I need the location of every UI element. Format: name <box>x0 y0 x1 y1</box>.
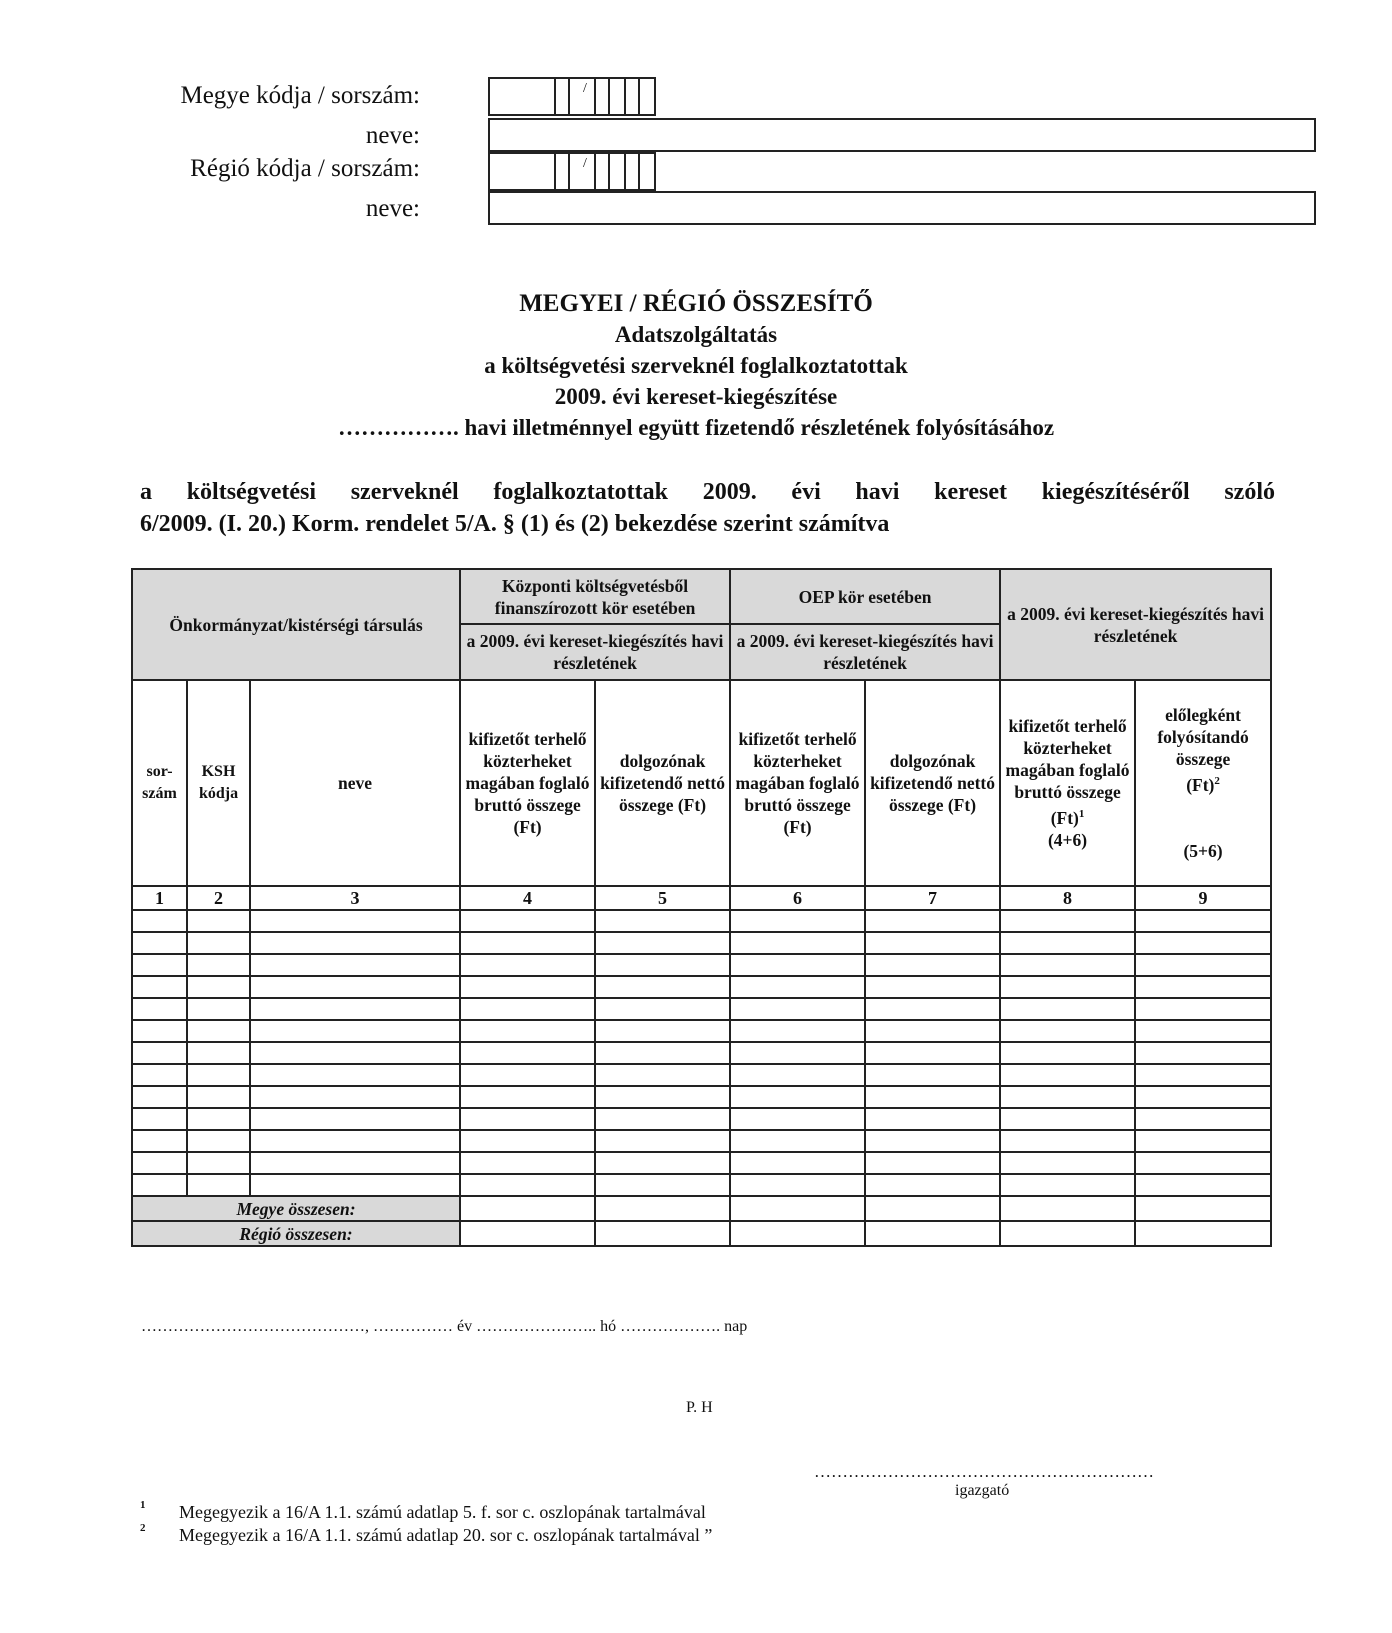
table-cell[interactable] <box>250 1174 460 1196</box>
table-cell[interactable] <box>132 1130 187 1152</box>
group-header-kozponti: Központi költségvetésből finanszírozott kör esetében <box>460 569 730 624</box>
table-cell[interactable] <box>1135 998 1271 1020</box>
table-row <box>132 1130 1271 1152</box>
table-cell[interactable] <box>595 976 730 998</box>
col-8-footnote-ref: 1 <box>1078 808 1085 821</box>
col-9-unit: (Ft) <box>1186 774 1215 795</box>
table-cell[interactable] <box>460 976 595 998</box>
table-cell[interactable] <box>132 932 187 954</box>
total-cell[interactable] <box>1135 1196 1271 1221</box>
table-cell[interactable] <box>132 954 187 976</box>
table-cell[interactable] <box>865 1086 1000 1108</box>
table-cell[interactable] <box>730 1086 865 1108</box>
table-cell[interactable] <box>865 910 1000 932</box>
table-cell[interactable] <box>1135 1108 1271 1130</box>
table-cell[interactable] <box>1000 954 1135 976</box>
table-cell[interactable] <box>865 932 1000 954</box>
total-row-regio <box>132 1221 1271 1246</box>
table-cell[interactable] <box>730 1042 865 1064</box>
table-cell[interactable] <box>595 998 730 1020</box>
table-cell[interactable] <box>865 1174 1000 1196</box>
total-cell[interactable] <box>865 1196 1000 1221</box>
table-cell[interactable] <box>1135 954 1271 976</box>
col-header-7: dolgozónak kifizetendő nettó összege (Ft) <box>865 680 1000 886</box>
footnote-2-text: Megegyezik a 16/A 1.1. számú adatlap 20. sor c. oszlopának tartalmával ” <box>179 1525 713 1545</box>
table-cell[interactable] <box>460 1042 595 1064</box>
total-cell[interactable] <box>595 1196 730 1221</box>
table-cell[interactable] <box>595 954 730 976</box>
col-header-6: kifizetőt terhelő közterheket magában foglaló bruttó összege (Ft) <box>730 680 865 886</box>
legal-reference-line1: a költségvetési szerveknél foglalkoztatottak 2009. évi havi kereset kiegészítéséről szóló <box>140 479 1275 505</box>
table-cell[interactable] <box>132 1086 187 1108</box>
total-label: Megye összesen: <box>132 1196 460 1221</box>
table-cell[interactable] <box>1000 1064 1135 1086</box>
col-header-8 <box>1000 680 1135 886</box>
table-cell[interactable] <box>187 910 250 932</box>
table-cell[interactable] <box>132 1064 187 1086</box>
col-number: 3 <box>250 886 460 910</box>
table-cell[interactable] <box>865 1108 1000 1130</box>
table-cell[interactable] <box>187 1130 250 1152</box>
table-cell[interactable] <box>1000 1108 1135 1130</box>
total-cell[interactable] <box>460 1196 595 1221</box>
col-9-formula: (5+6) <box>1183 840 1223 861</box>
table-cell[interactable] <box>187 1064 250 1086</box>
title-line5: ……………. havi illetménnyel együtt fizetendő részletének folyósításához <box>337 415 1055 440</box>
col-number: 5 <box>595 886 730 910</box>
table-cell[interactable] <box>730 954 865 976</box>
table-cell[interactable] <box>250 1064 460 1086</box>
table-cell[interactable] <box>595 910 730 932</box>
total-cell[interactable] <box>1135 1221 1271 1246</box>
signature-line: …………………………………………………… <box>814 1462 1154 1481</box>
col-8-formula: (4+6) <box>1047 829 1088 850</box>
table-cell[interactable] <box>1135 1174 1271 1196</box>
table-cell[interactable] <box>250 1130 460 1152</box>
table-cell[interactable] <box>595 1020 730 1042</box>
col-8-text: kifizetőt terhelő közterheket magában foglaló bruttó összege <box>1005 716 1130 803</box>
table-cell[interactable] <box>460 1020 595 1042</box>
regio-code-field[interactable] <box>488 152 656 191</box>
table-row <box>132 976 1271 998</box>
table-cell[interactable] <box>460 998 595 1020</box>
table-cell[interactable] <box>865 1152 1000 1174</box>
total-label: Régió összesen: <box>132 1221 460 1246</box>
table-cell[interactable] <box>187 1020 250 1042</box>
subheader-oep: a 2009. évi kereset-kiegészítés havi részletének <box>730 624 1000 680</box>
total-cell[interactable] <box>460 1221 595 1246</box>
table-cell[interactable] <box>1000 1130 1135 1152</box>
table-cell[interactable] <box>730 1108 865 1130</box>
subheader-kozponti: a 2009. évi kereset-kiegészítés havi részletének <box>460 624 730 680</box>
table-cell[interactable] <box>460 1064 595 1086</box>
table-cell[interactable] <box>250 1108 460 1130</box>
table-cell[interactable] <box>730 1020 865 1042</box>
total-cell[interactable] <box>1000 1196 1135 1221</box>
table-cell[interactable] <box>1135 1064 1271 1086</box>
table-cell[interactable] <box>595 1086 730 1108</box>
table-cell[interactable] <box>1000 1086 1135 1108</box>
table-cell[interactable] <box>250 1042 460 1064</box>
table-row <box>132 910 1271 932</box>
table-cell[interactable] <box>595 1130 730 1152</box>
table-cell[interactable] <box>1135 1152 1271 1174</box>
stamp-placeholder: P. H <box>686 1399 713 1416</box>
table-cell[interactable] <box>250 932 460 954</box>
table-cell[interactable] <box>250 910 460 932</box>
table-cell[interactable] <box>132 1042 187 1064</box>
footnote-1-text: Megegyezik a 16/A 1.1. számú adatlap 5. f. sor c. oszlopának tartalmával <box>179 1502 706 1522</box>
table-cell[interactable] <box>1135 1042 1271 1064</box>
regio-name-label: neve: <box>365 195 420 222</box>
col-9-text: előlegként folyósítandó összege <box>1157 705 1249 770</box>
table-cell[interactable] <box>1000 1020 1135 1042</box>
group-header-oep: OEP kör esetében <box>730 569 1000 624</box>
table-cell[interactable] <box>1000 932 1135 954</box>
table-cell[interactable] <box>1000 1152 1135 1174</box>
total-cell[interactable] <box>730 1196 865 1221</box>
title-line3: a költségvetési szerveknél foglalkoztatottak <box>484 353 908 378</box>
col-header-5: dolgozónak kifizetendő nettó összege (Ft) <box>595 680 730 886</box>
table-cell[interactable] <box>250 998 460 1020</box>
summary-table <box>131 568 1272 1247</box>
table-cell[interactable] <box>1135 1086 1271 1108</box>
table-row <box>132 998 1271 1020</box>
table-cell[interactable] <box>187 1174 250 1196</box>
group-header-onkormanyzat: Önkormányzat/kistérségi társulás <box>132 569 460 680</box>
table-cell[interactable] <box>132 1108 187 1130</box>
col-number: 4 <box>460 886 595 910</box>
total-row-megye <box>132 1196 1271 1221</box>
table-cell[interactable] <box>132 1020 187 1042</box>
table-cell[interactable] <box>865 1042 1000 1064</box>
col-header-ksh: KSH kódja <box>187 680 250 886</box>
megye-code-label: Megye kódja / sorszám: <box>180 82 420 109</box>
title-subtitle: Adatszolgáltatás <box>614 322 778 347</box>
table-cell[interactable] <box>595 1042 730 1064</box>
table-cell[interactable] <box>1135 932 1271 954</box>
signature-label: igazgató <box>955 1482 1010 1499</box>
table-cell[interactable] <box>595 1174 730 1196</box>
table-cell[interactable] <box>460 932 595 954</box>
group-header-total: a 2009. évi kereset-kiegészítés havi részletének <box>1000 569 1271 680</box>
col-header-neve: neve <box>250 680 460 886</box>
table-cell[interactable] <box>595 1152 730 1174</box>
table-cell[interactable] <box>1000 998 1135 1020</box>
table-row <box>132 1020 1271 1042</box>
regio-name-field[interactable] <box>488 191 1316 225</box>
table-row <box>132 954 1271 976</box>
table-cell[interactable] <box>595 1108 730 1130</box>
table-cell[interactable] <box>1000 1174 1135 1196</box>
table-cell[interactable] <box>730 1064 865 1086</box>
code-separator: / <box>583 156 587 171</box>
col-number: 9 <box>1135 886 1271 910</box>
table-cell[interactable] <box>1000 910 1135 932</box>
col-header-4: kifizetőt terhelő közterheket magában foglaló bruttó összege (Ft) <box>460 680 595 886</box>
title-main: MEGYEI / RÉGIÓ ÖSSZESÍTŐ <box>519 290 873 317</box>
megye-code-field[interactable] <box>488 77 656 116</box>
table-cell[interactable] <box>250 954 460 976</box>
megye-name-field[interactable] <box>488 118 1316 152</box>
col-number: 8 <box>1000 886 1135 910</box>
table-cell[interactable] <box>250 1152 460 1174</box>
table-cell[interactable] <box>187 976 250 998</box>
col-number: 7 <box>865 886 1000 910</box>
table-row <box>132 1064 1271 1086</box>
regio-code-label: Régió kódja / sorszám: <box>190 155 420 182</box>
table-cell[interactable] <box>730 932 865 954</box>
table-row <box>132 1042 1271 1064</box>
table-row <box>132 1152 1271 1174</box>
table-row <box>132 932 1271 954</box>
col-number: 2 <box>187 886 250 910</box>
megye-name-label: neve: <box>365 122 420 149</box>
table-cell[interactable] <box>1000 1042 1135 1064</box>
col-header-9 <box>1135 680 1271 886</box>
table-cell[interactable] <box>460 1174 595 1196</box>
table-cell[interactable] <box>460 1152 595 1174</box>
table-cell[interactable] <box>1135 1130 1271 1152</box>
table-cell[interactable] <box>730 910 865 932</box>
table-cell[interactable] <box>132 998 187 1020</box>
table-cell[interactable] <box>460 954 595 976</box>
col-number: 1 <box>132 886 187 910</box>
table-cell[interactable] <box>187 932 250 954</box>
table-cell[interactable] <box>865 976 1000 998</box>
table-cell[interactable] <box>460 1130 595 1152</box>
table-cell[interactable] <box>1135 910 1271 932</box>
col-number: 6 <box>730 886 865 910</box>
table-row <box>132 1086 1271 1108</box>
total-cell[interactable] <box>595 1221 730 1246</box>
table-cell[interactable] <box>187 1042 250 1064</box>
table-cell[interactable] <box>460 1108 595 1130</box>
table-cell[interactable] <box>250 1086 460 1108</box>
legal-reference-line2: 6/2009. (I. 20.) Korm. rendelet 5/A. § (1) és (2) bekezdése szerint számítva <box>140 511 890 537</box>
table-cell[interactable] <box>250 976 460 998</box>
table-cell[interactable] <box>132 1174 187 1196</box>
col-header-sorszam: sor-szám <box>132 680 187 886</box>
table-cell[interactable] <box>730 1174 865 1196</box>
table-row <box>132 1108 1271 1130</box>
total-cell[interactable] <box>865 1221 1000 1246</box>
table-cell[interactable] <box>730 998 865 1020</box>
table-cell[interactable] <box>730 1152 865 1174</box>
table-cell[interactable] <box>460 910 595 932</box>
title-line4: 2009. évi kereset-kiegészítése <box>554 384 838 409</box>
table-row <box>132 1174 1271 1196</box>
footnote-2-marker: 2 <box>140 1522 146 1534</box>
table-cell[interactable] <box>865 954 1000 976</box>
table-cell[interactable] <box>595 1064 730 1086</box>
col-9-footnote-ref: 2 <box>1214 775 1220 788</box>
code-separator: / <box>583 81 587 96</box>
table-cell[interactable] <box>187 1108 250 1130</box>
table-cell[interactable] <box>132 910 187 932</box>
total-cell[interactable] <box>730 1221 865 1246</box>
table-cell[interactable] <box>187 998 250 1020</box>
col-8-unit: (Ft) <box>1050 807 1079 828</box>
total-cell[interactable] <box>1000 1221 1135 1246</box>
table-cell[interactable] <box>132 976 187 998</box>
table-cell[interactable] <box>865 1020 1000 1042</box>
table-cell[interactable] <box>730 976 865 998</box>
table-cell[interactable] <box>187 1152 250 1174</box>
table-cell[interactable] <box>187 954 250 976</box>
table-cell[interactable] <box>1135 1020 1271 1042</box>
table-cell[interactable] <box>250 1020 460 1042</box>
table-cell[interactable] <box>1135 976 1271 998</box>
table-cell[interactable] <box>865 998 1000 1020</box>
table-cell[interactable] <box>187 1086 250 1108</box>
table-cell[interactable] <box>865 1130 1000 1152</box>
table-cell[interactable] <box>730 1130 865 1152</box>
table-cell[interactable] <box>1000 976 1135 998</box>
table-cell[interactable] <box>865 1064 1000 1086</box>
footnote-1-marker: 1 <box>140 1499 146 1511</box>
table-cell[interactable] <box>132 1152 187 1174</box>
date-line: ……………………………………, …………… év ………………….. hó ………………. nap <box>141 1318 748 1335</box>
table-cell[interactable] <box>460 1086 595 1108</box>
table-cell[interactable] <box>595 932 730 954</box>
